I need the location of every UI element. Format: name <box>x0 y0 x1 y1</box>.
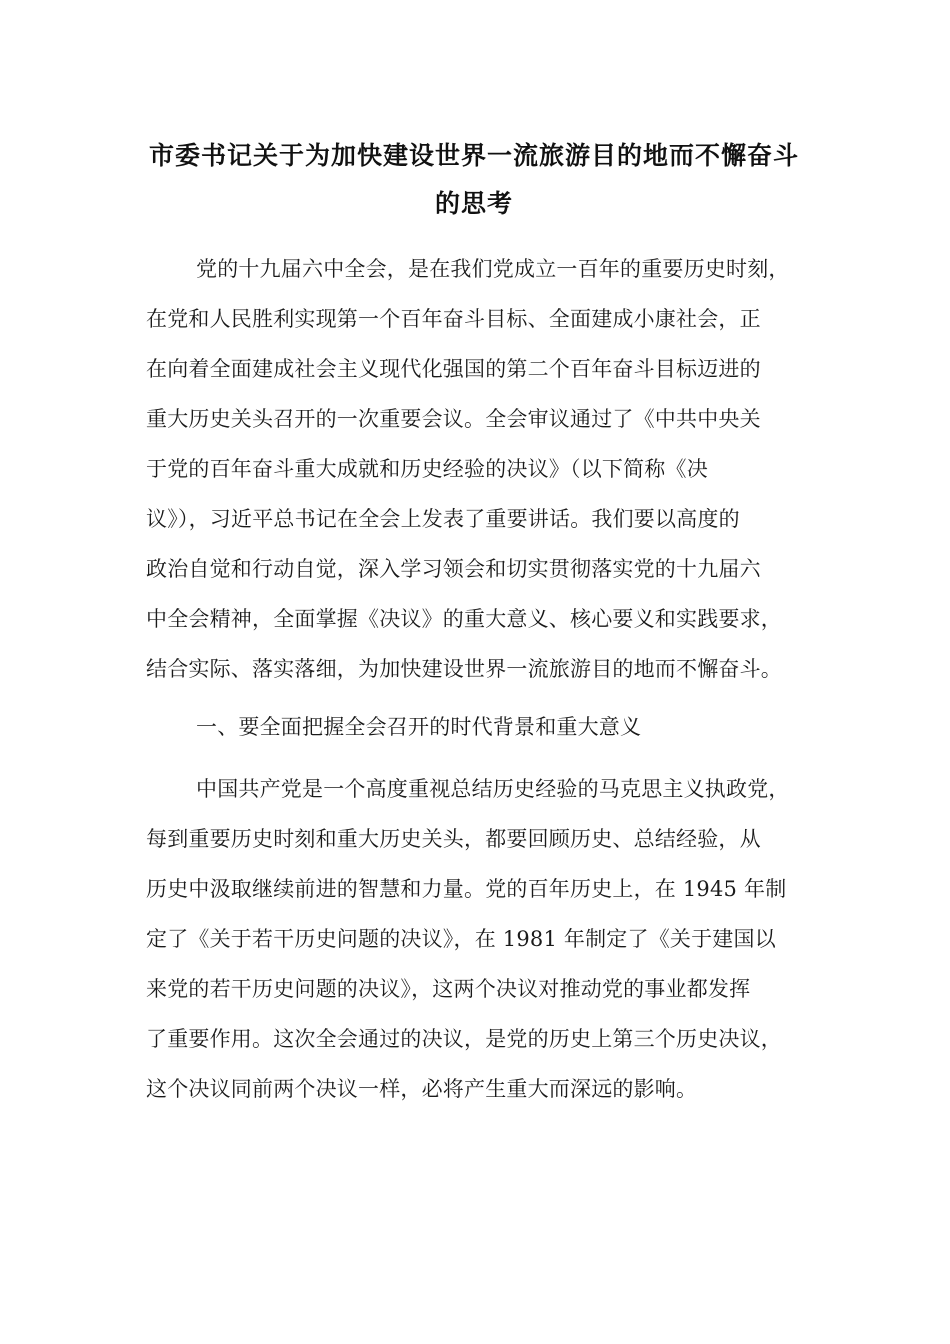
paragraph-1-line: 党的十九届六中全会，是在我们党成立一百年的重要历史时刻， <box>196 257 790 281</box>
paragraph-1-line: 重大历史关头召开的一次重要会议。全会审议通过了《中共中央关 <box>146 407 761 431</box>
paragraph-2-line: 这个决议同前两个决议一样，必将产生重大而深远的影响。 <box>146 1077 698 1101</box>
paragraph-2-line: 中国共产党是一个高度重视总结历史经验的马克思主义执政党， <box>196 777 790 801</box>
paragraph-1-line: 于党的百年奋斗重大成就和历史经验的决议》（以下简称《决 <box>146 457 708 481</box>
section-heading-1-text: 一、要全面把握全会召开的时代背景和重大意义 <box>196 715 642 739</box>
paragraph-2-line: 了重要作用。这次全会通过的决议，是党的历史上第三个历史决议， <box>146 1027 782 1051</box>
paragraph-1 <box>146 244 806 694</box>
document-title-line-2: 的思考 <box>434 189 513 218</box>
paragraph-1-line: 中全会精神，全面掌握《决议》的重大意义、核心要义和实践要求， <box>146 607 782 631</box>
paragraph-2-line: 每到重要历史时刻和重大历史关头，都要回顾历史、总结经验，从 <box>146 827 761 851</box>
paragraph-2-line: 定了《关于若干历史问题的决议》，在 1981 年制定了《关于建国以 <box>146 927 776 951</box>
paragraph-2 <box>146 764 806 1114</box>
paragraph-2-line: 历史中汲取继续前进的智慧和力量。党的百年历史上，在 1945 年制 <box>146 877 787 901</box>
document-title-line-1: 市委书记关于为加快建设世界一流旅游目的地而不懈奋斗 <box>148 141 799 170</box>
section-heading-1 <box>146 702 806 752</box>
paragraph-1-line: 在向着全面建成社会主义现代化强国的第二个百年奋斗目标迈进的 <box>146 357 761 381</box>
paragraph-1-line: 结合实际、落实落细，为加快建设世界一流旅游目的地而不懈奋斗。 <box>146 657 782 681</box>
paragraph-2-line: 来党的若干历史问题的决议》，这两个决议对推动党的事业都发挥 <box>146 977 751 1001</box>
paragraph-1-line: 在党和人民胜利实现第一个百年奋斗目标、全面建成小康社会，正 <box>146 307 761 331</box>
paragraph-1-line: 政治自觉和行动自觉，深入学习领会和切实贯彻落实党的十九届六 <box>146 557 761 581</box>
paragraph-1-line: 议》），习近平总书记在全会上发表了重要讲话。我们要以高度的 <box>146 507 740 531</box>
